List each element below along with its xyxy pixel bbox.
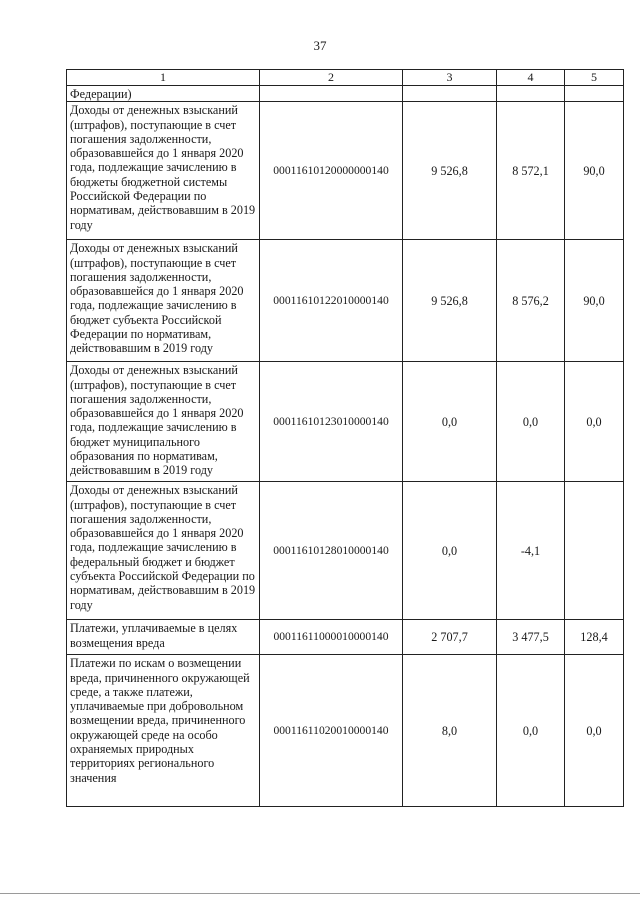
row-name: Доходы от денежных взысканий (штрафов), поступающие в счет погашения задолженности, образовавшейся до 1 января 2020 года, подлежащие зачислению в бюджеты бюджетной системы Российской Федерации по нормативам, действовавшим в 2019 году (67, 102, 260, 240)
row-value-5: 0,0 (565, 362, 624, 482)
column-header: 5 (565, 70, 624, 86)
table-row (67, 620, 624, 655)
row-value-3: 9 526,8 (403, 240, 497, 362)
table-row (67, 362, 624, 482)
row-value-3 (403, 86, 497, 102)
row-value-4: 0,0 (497, 655, 565, 807)
row-value-4: -4,1 (497, 482, 565, 620)
row-name: Доходы от денежных взысканий (штрафов), поступающие в счет погашения задолженности, образовавшейся до 1 января 2020 года, подлежащие зачислению в федеральный бюджет и бюджет субъекта Российской Федерации по нормативам, действовавшим в 2019 году (67, 482, 260, 620)
row-name: Платежи, уплачиваемые в целях возмещения вреда (67, 620, 260, 655)
row-value-3: 0,0 (403, 482, 497, 620)
row-value-5: 90,0 (565, 102, 624, 240)
row-code: 00011610122010000140 (260, 240, 403, 362)
column-header: 2 (260, 70, 403, 86)
table-row (67, 240, 624, 362)
row-value-4 (497, 86, 565, 102)
row-value-5: 128,4 (565, 620, 624, 655)
row-value-5 (565, 482, 624, 620)
row-value-5: 0,0 (565, 655, 624, 807)
row-value-4: 8 572,1 (497, 102, 565, 240)
row-value-4: 3 477,5 (497, 620, 565, 655)
row-value-3: 9 526,8 (403, 102, 497, 240)
row-code (260, 86, 403, 102)
page-number: 37 (313, 38, 327, 53)
table-row (67, 655, 624, 807)
row-value-4: 8 576,2 (497, 240, 565, 362)
row-code: 00011611000010000140 (260, 620, 403, 655)
row-name: Федерации) (67, 86, 260, 102)
row-name: Доходы от денежных взысканий (штрафов), поступающие в счет погашения задолженности, образовавшейся до 1 января 2020 года, подлежащие зачислению в бюджет субъекта Российской Федерации по нормативам, действовавшим в 2019 году (67, 240, 260, 362)
row-value-3: 8,0 (403, 655, 497, 807)
table-row (67, 482, 624, 620)
column-header: 3 (403, 70, 497, 86)
row-code: 00011610128010000140 (260, 482, 403, 620)
table-row (67, 102, 624, 240)
row-code: 00011610120000000140 (260, 102, 403, 240)
revenue-table (66, 69, 624, 807)
row-value-5: 90,0 (565, 240, 624, 362)
row-name: Доходы от денежных взысканий (штрафов), поступающие в счет погашения задолженности, образовавшейся до 1 января 2020 года, подлежащие зачислению в бюджет муниципального образования по нормативам, действовавшим в 2019 году (67, 362, 260, 482)
row-value-4: 0,0 (497, 362, 565, 482)
row-name: Платежи по искам о возмещении вреда, причиненного окружающей среде, а также платежи, уплачиваемые при добровольном возмещении вреда, причиненного окружающей среде на особо охраняемых природных территориях регионального значения (67, 655, 260, 807)
column-header: 1 (67, 70, 260, 86)
row-code: 00011610123010000140 (260, 362, 403, 482)
table-header-row (67, 70, 624, 86)
row-value-3: 0,0 (403, 362, 497, 482)
row-value-3: 2 707,7 (403, 620, 497, 655)
scan-edge-line (0, 893, 640, 894)
row-value-5 (565, 86, 624, 102)
column-header: 4 (497, 70, 565, 86)
row-code: 00011611020010000140 (260, 655, 403, 807)
table-row (67, 86, 624, 102)
